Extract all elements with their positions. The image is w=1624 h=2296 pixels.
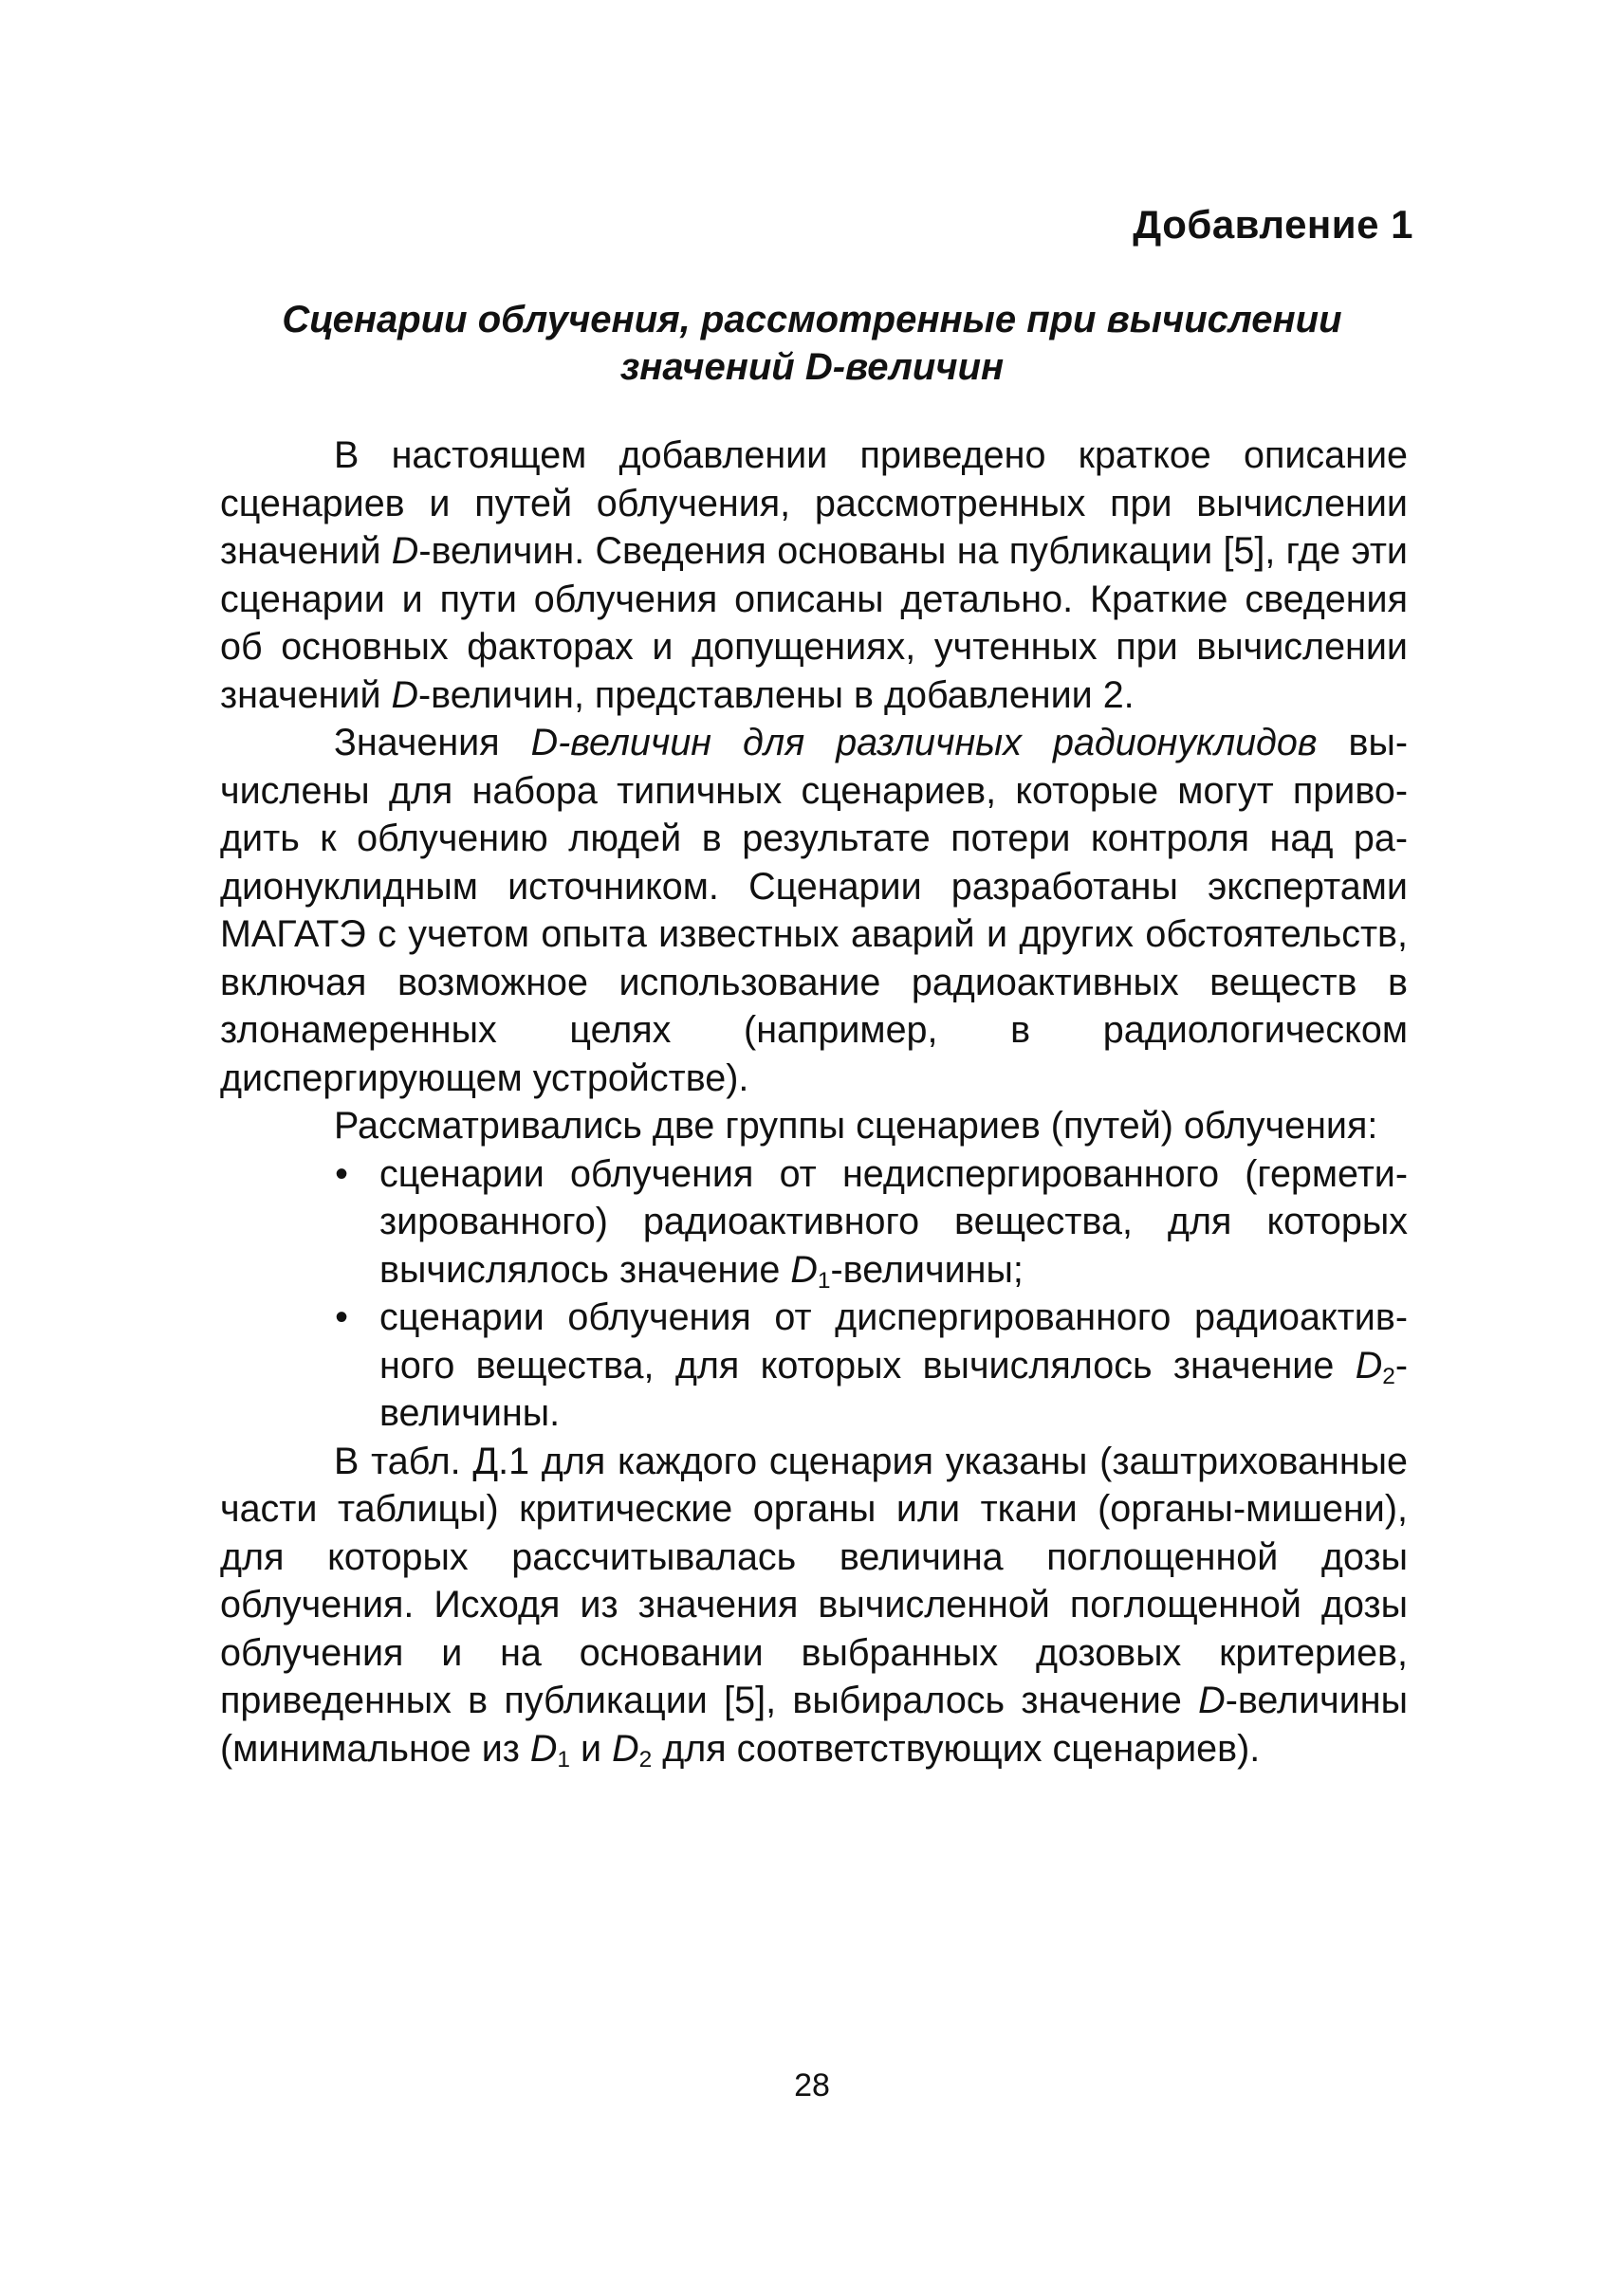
- variable-d: D: [529, 1727, 558, 1770]
- page-number: 28: [794, 2067, 830, 2103]
- text-run: для соответствующих сценариев).: [652, 1727, 1261, 1770]
- paragraph-3: [220, 1102, 1408, 1150]
- variable-d: D: [391, 673, 419, 716]
- subscript: 1: [557, 1746, 571, 1773]
- variable-d: D: [391, 530, 419, 572]
- paragraph-4: [220, 1438, 1408, 1773]
- text-run: Значения: [334, 722, 531, 763]
- text-run: -величины.: [379, 1344, 1408, 1434]
- list-item: [220, 1150, 1408, 1295]
- variable-d: D: [530, 722, 559, 763]
- variable-d: D: [790, 1248, 818, 1291]
- title-line-1: Сценарии облучения, рассмотренные при вычислении: [282, 299, 1342, 340]
- section-title: [218, 296, 1406, 391]
- subscript: 1: [817, 1267, 831, 1294]
- paragraph-1: [220, 432, 1408, 719]
- scenario-list: [220, 1150, 1408, 1438]
- bullet-marker: •: [335, 1296, 348, 1338]
- text-run: -величины;: [830, 1248, 1024, 1291]
- subscript: 2: [638, 1746, 653, 1773]
- appendix-label: Добавление 1: [1133, 202, 1413, 247]
- text-run: -величин. Сведения основаны на публикации [5], где эти сценарии и пути облучения описаны детально. Краткие сведения об основных факторах и допущениях, учтенных при вычислении значений: [220, 530, 1408, 716]
- text-run: и: [570, 1727, 613, 1770]
- variable-d: D: [1355, 1344, 1383, 1387]
- paragraph-2: [220, 719, 1408, 1102]
- bullet-marker: •: [335, 1152, 348, 1195]
- text-run: В табл. Д.1 для каждого сценария указаны (заштрихованные части таблицы) критические органы или ткани (органы-мишени), для которых рассчитывалась величина поглощенной дозы облучения. Исходя из значения вычисленной поглощенной дозы облучения и на основании выбранных дозовых критериев, приведенных в публикации [5], выбиралось значение: [220, 1440, 1408, 1721]
- title-line-2: [218, 343, 1406, 391]
- italic-text-run: -величин для различных радионуклидов: [558, 722, 1318, 763]
- text-run: сценарии облучения от недиспергированного (герметизированного) радиоактивного вещества, для которых вычислялось значение: [379, 1152, 1408, 1291]
- subscript: 2: [1382, 1363, 1395, 1389]
- title-text: -величин: [832, 346, 1005, 388]
- text-run: -величин, представлены в добавлении 2.: [418, 673, 1135, 716]
- text-run: -величины (минимальное из: [220, 1680, 1408, 1770]
- text-run: В настоящем добавлении приведено краткое описание сценариев и путей облучения, рассмотренных при вычислении значений: [220, 434, 1408, 572]
- title-text: значений: [619, 346, 805, 388]
- variable-d: D: [1198, 1680, 1226, 1721]
- variable-d: D: [612, 1727, 639, 1770]
- text-run: сценарии облучения от диспергированного радиоактивного вещества, для которых вычислялось значение: [379, 1296, 1408, 1387]
- text-run: вычислены для набора типичных сценариев, которые могут приводить к облучению людей в результате потери контроля над радионуклидным источником. Сценарии разработаны экспертами МАГАТЭ с учетом опыта известных аварий и других обстоятельств, включая возможное использование радиоактивных веществ в злонамеренных целях (например, в радиологическом диспергирующем устройстве).: [220, 722, 1408, 1099]
- text-run: Рассматривались две группы сценариев (путей) облучения:: [334, 1105, 1378, 1147]
- body-text: [220, 432, 1408, 1773]
- title-variable: D: [804, 346, 833, 388]
- list-item: [220, 1294, 1408, 1438]
